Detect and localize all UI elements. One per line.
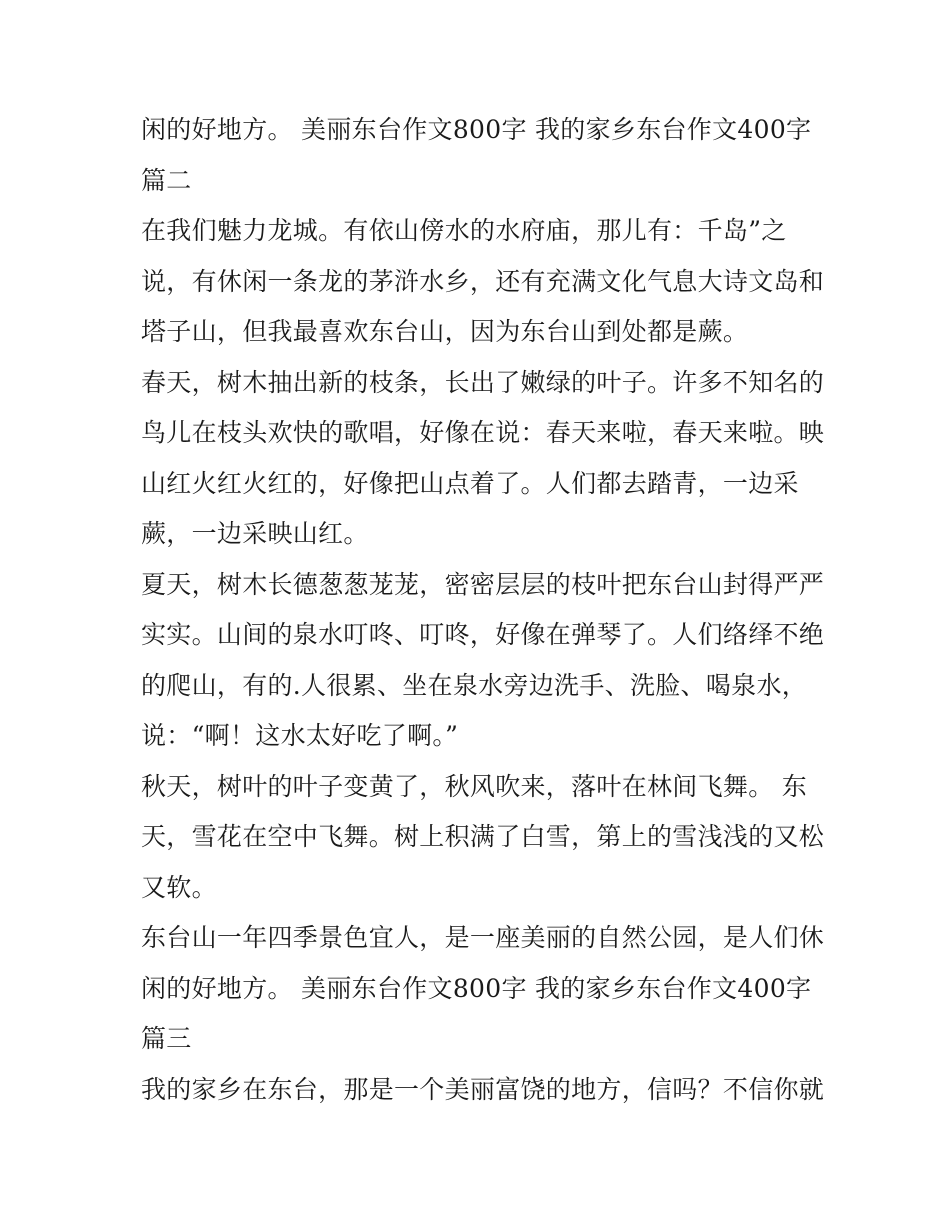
text-line: 春天，树木抽出新的枝条，长出了嫩绿的叶子。许多不知名的 xyxy=(141,367,825,397)
text-line: 天，雪花在空中飞舞。树上积满了白雪，第上的雪浅浅的又松 xyxy=(141,822,825,851)
text-line: 塔子山，但我最喜欢东台山，因为东台山到处都是蕨。 xyxy=(141,317,749,346)
text-line: 鸟儿在枝头欢快的歌唱，好像在说：春天来啦，春天来啦。映 xyxy=(141,418,825,447)
section-heading: 篇三 xyxy=(141,1024,192,1053)
text-line: 闲的好地方。 美丽东台作文800字 我的家乡东台作文400字 xyxy=(141,115,812,144)
text-line: 秋天，树叶的叶子变黄了，秋风吹来，落叶在林间飞舞。 东 xyxy=(141,771,808,801)
text-line: 说：“啊！这水太好吃了啊。” xyxy=(141,721,459,750)
text-line: 蕨，一边采映山红。 xyxy=(141,519,369,548)
text-line: 实实。山间的泉水叮咚、叮咚，好像在弹琴了。人们络绎不绝 xyxy=(141,620,825,649)
text-line: 东台山一年四季景色宜人，是一座美丽的自然公园，是人们休 xyxy=(141,923,825,952)
section-heading: 篇二 xyxy=(141,165,192,195)
text-line: 闲的好地方。 美丽东台作文800字 我的家乡东台作文400字 xyxy=(141,973,812,1003)
text-line: 又软。 xyxy=(141,872,217,902)
text-line: 的爬山，有的.人很累、坐在泉水旁边洗手、洗脸、喝泉水， xyxy=(141,670,808,700)
text-line: 说，有休闲一条龙的茅浒水乡，还有充满文化气息大诗文岛和 xyxy=(141,266,825,296)
text-line: 山红火红火红的，好像把山点着了。人们都去踏青，一边采 xyxy=(141,468,799,498)
text-line: 夏天，树木长德葱葱茏茏，密密层层的枝叶把东台山封得严严 xyxy=(141,569,825,599)
text-line: 我的家乡在东台，那是一个美丽富饶的地方，信吗？不信你就 xyxy=(141,1074,825,1104)
text-line: 在我们魅力龙城。有依山傍水的水府庙，那儿有：千岛”之 xyxy=(141,216,787,245)
article-body xyxy=(141,108,825,1118)
